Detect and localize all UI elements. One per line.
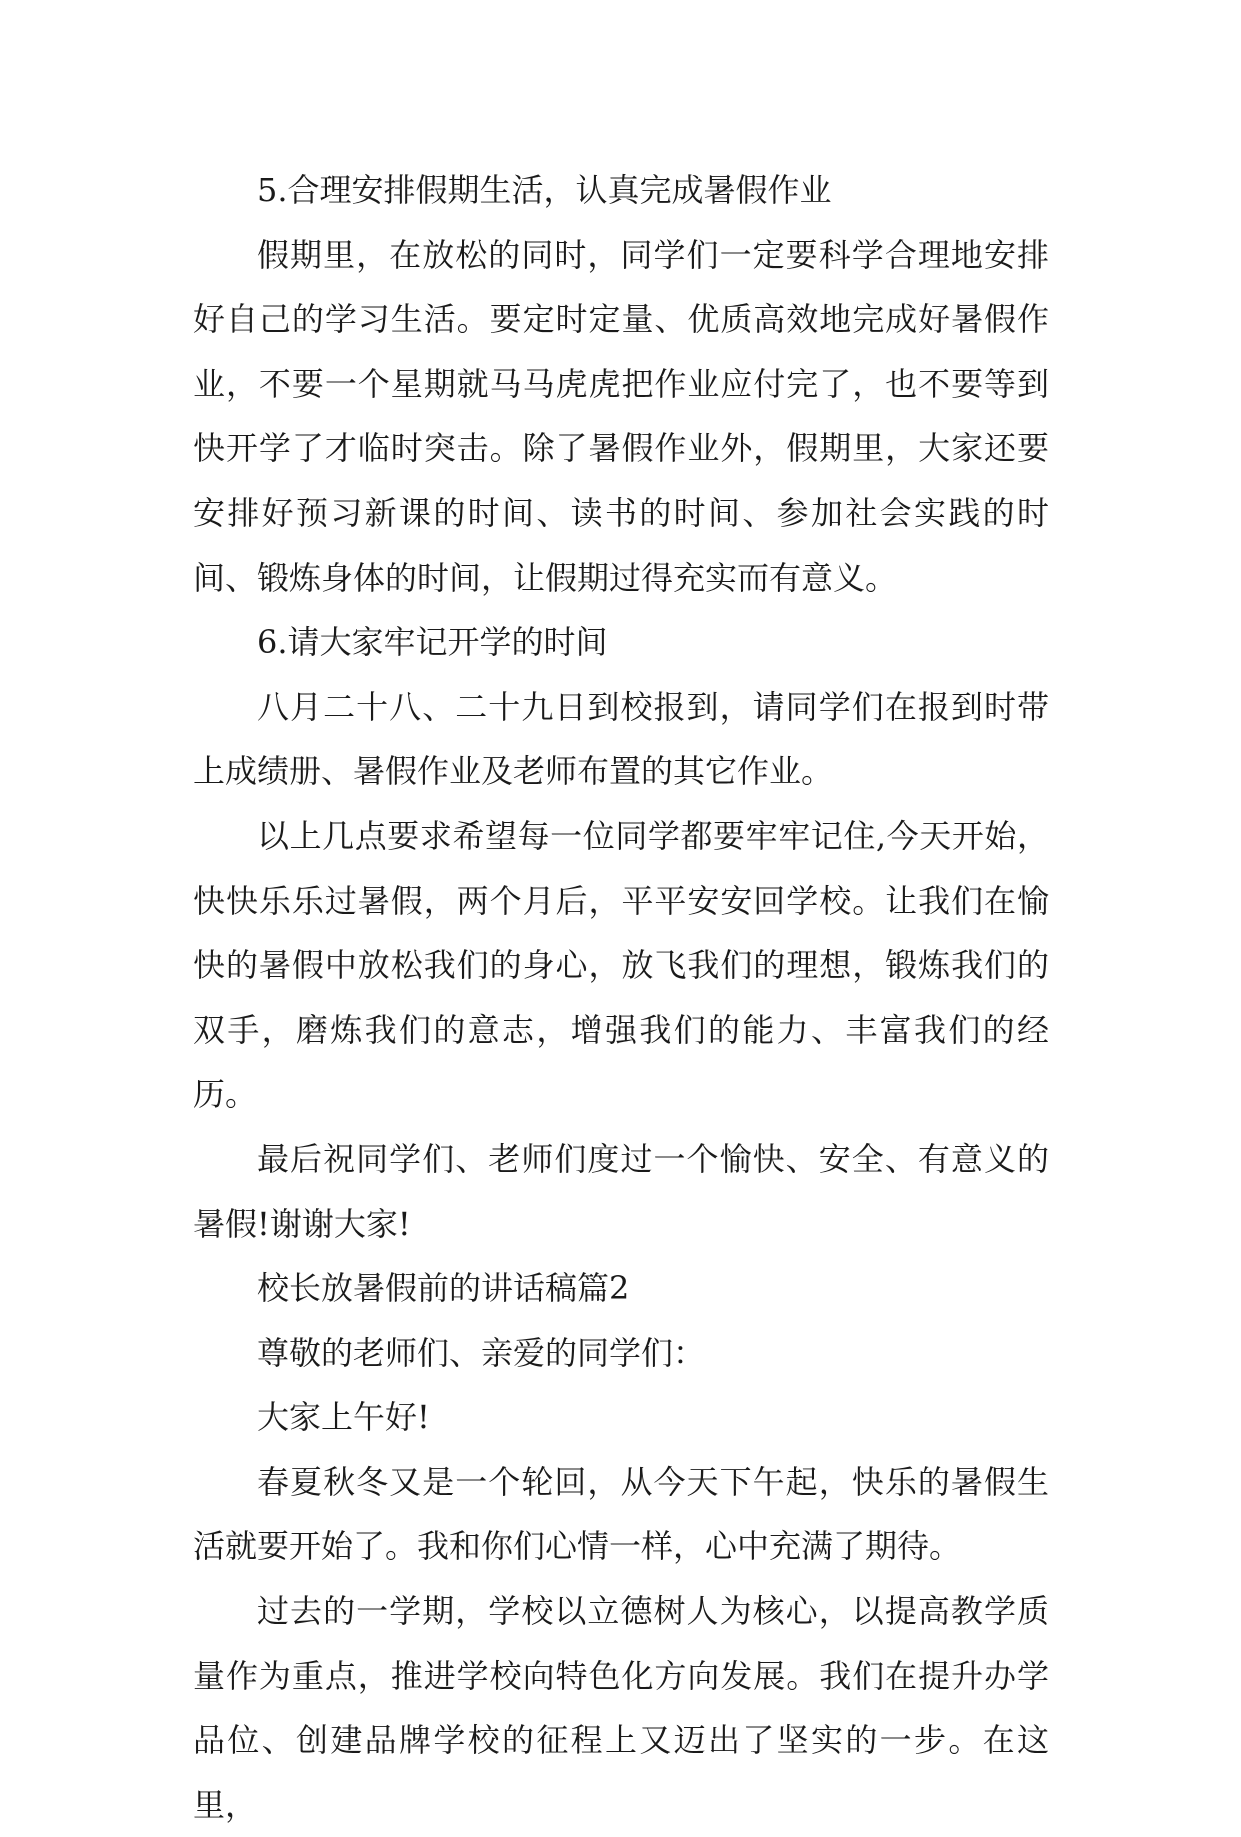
section-heading-6: 6.请大家牢记开学的时间 — [257, 623, 608, 662]
paragraph-school-start-date: 八月二十八、二十九日到校报到，请同学们在报到时带上成绩册、暑假作业及老师布置的其它作业。 — [193, 687, 1049, 791]
document-body — [193, 158, 1049, 1837]
paragraph-summary-wishes: 以上几点要求希望每一位同学都要牢牢记住,今天开始，快快乐乐过暑假，两个月后，平平安安回学校。让我们在愉快的暑假中放松我们的身心，放飞我们的理想，锻炼我们的双手，磨炼我们的意志，增强我们的能力、丰富我们的经历。 — [193, 816, 1049, 1114]
speech-2-title: 校长放暑假前的讲话稿篇2 — [257, 1269, 630, 1308]
speech-2-greeting: 大家上午好! — [257, 1398, 430, 1437]
paragraph-closing-thanks: 最后祝同学们、老师们度过一个愉快、安全、有意义的暑假!谢谢大家! — [193, 1139, 1049, 1243]
paragraph-summer-begins: 春夏秋冬又是一个轮回，从今天下午起，快乐的暑假生活就要开始了。我和你们心情一样，心中充满了期待。 — [193, 1462, 1049, 1566]
speech-2-salutation: 尊敬的老师们、亲爱的同学们： — [257, 1333, 706, 1372]
section-heading-5: 5.合理安排假期生活，认真完成暑假作业 — [257, 171, 832, 209]
paragraph-holiday-planning: 假期里，在放松的同时，同学们一定要科学合理地安排好自己的学习生活。要定时定量、优质高效地完成好暑假作业，不要一个星期就马马虎虎把作业应付完了，也不要等到快开学了才临时突击。除了暑假作业外，假期里，大家还要安排好预习新课的时间、读书的时间、参加社会实践的时间、锻炼身体的时间，让假期过得充实而有意义。 — [193, 235, 1049, 597]
paragraph-semester-review: 过去的一学期，学校以立德树人为核心，以提高教学质量作为重点，推进学校向特色化方向发展。我们在提升办学品位、创建品牌学校的征程上又迈出了坚实的一步。在这里， — [193, 1592, 1049, 1824]
